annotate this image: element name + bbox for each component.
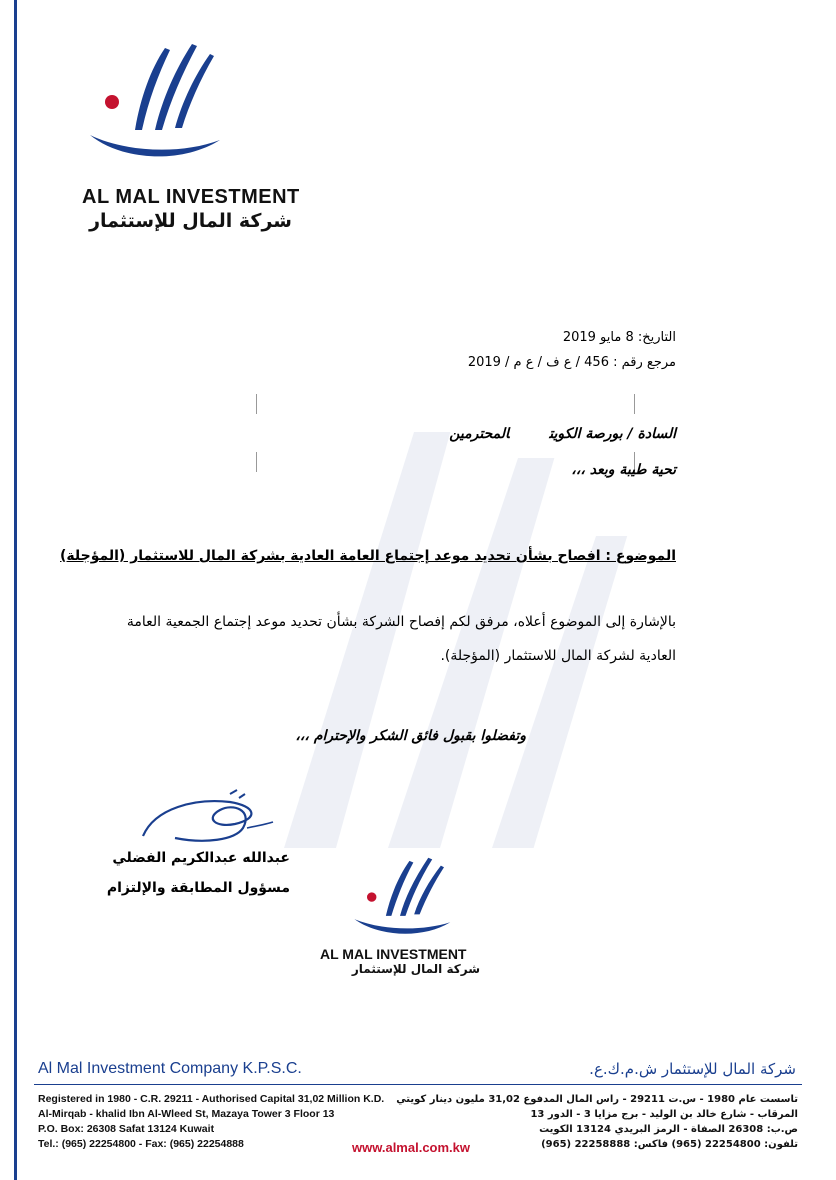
footer-details-en xyxy=(38,1092,384,1152)
letter-closing: وتفضلوا بقبول فائق الشكر والإحترام ،،، xyxy=(295,728,526,744)
logo-text-en: AL MAL INVESTMENT xyxy=(82,186,300,208)
stamp-logo-icon xyxy=(345,848,455,943)
company-logo xyxy=(40,30,300,232)
footer-registration-ar: تاسست عام 1980 - س.ت 29211 - راس المال المدفوع 31,02 مليون دينار كويتي xyxy=(396,1094,798,1105)
signer-name: عبدالله عبدالكريم الفضلي xyxy=(112,850,290,866)
stamp-text-en: AL MAL INVESTMENT xyxy=(320,946,467,962)
letter-body: بالإشارة إلى الموضوع أعلاه، مرفق لكم إفصاح الشركة بشأن تحديد موعد إجتماع الجمعية العامة العادية لشركة المال للاستثمار (المؤجلة). xyxy=(126,614,676,664)
footer-company-name-en: Al Mal Investment Company K.P.S.C. xyxy=(38,1060,302,1077)
addressee-honorific: المحترمين xyxy=(449,426,510,442)
footer-registration-en: Registered in 1980 - C.R. 29211 - Authorised Capital 31,02 Million K.D. xyxy=(38,1093,385,1105)
footer-address-ar: المرقاب - شارع خالد بن الوليد - برج مزايا 3 - الدور 13 xyxy=(530,1109,798,1120)
stamp-text-ar: شركة المال للإستثمار xyxy=(351,962,480,976)
letter-date: التاريخ: 8 مايو 2019 xyxy=(562,330,676,345)
handwritten-signature xyxy=(135,788,275,848)
footer-address-en: Al-Mirqab - khalid Ibn Al-Wleed St, Mazaya Tower 3 Floor 13 xyxy=(38,1108,335,1120)
letter-reference: مرجع رقم : 456 / ع ف / ع م / 2019 xyxy=(467,355,676,370)
fold-mark xyxy=(256,394,257,414)
footer-pobox-en: P.O. Box: 26308 Safat 13124 Kuwait xyxy=(38,1123,215,1135)
letter-addressee xyxy=(449,426,676,442)
footer-phone-en: Tel.: (965) 22254800 - Fax: (965) 22254888 xyxy=(38,1138,244,1150)
footer-pobox-ar: ص.ب: 26308 الصفاة - الرمز البريدي 13124 الكويت xyxy=(539,1124,798,1135)
logo-text-ar: شركة المال للإستثمار xyxy=(89,210,292,232)
company-stamp xyxy=(320,848,490,978)
letter-subject: الموضوع : افصاح بشأن تحديد موعد إجتماع العامة العادية بشركة المال للاستثمار (المؤجلة) xyxy=(60,548,676,564)
footer-divider xyxy=(34,1084,802,1085)
letter-greeting: تحية طيبة وبعد ،،، xyxy=(571,462,676,478)
footer-company-name-ar: شركة المال للإستثمار ش.م.ك.ع. xyxy=(589,1060,796,1078)
fold-mark xyxy=(256,452,257,472)
footer-website-link[interactable]: www.almal.com.kw xyxy=(352,1140,471,1155)
addressee-name: السادة / بورصة الكويت xyxy=(549,426,676,442)
footer-phone-ar: تلفون: 22254800 (965) فاكس: 22258888 (965) xyxy=(541,1139,798,1150)
logo-mark-icon xyxy=(80,30,220,170)
fold-mark xyxy=(634,394,635,414)
signer-title: مسؤول المطابقة والإلتزام xyxy=(106,880,290,896)
page-edge-line xyxy=(14,0,17,1180)
